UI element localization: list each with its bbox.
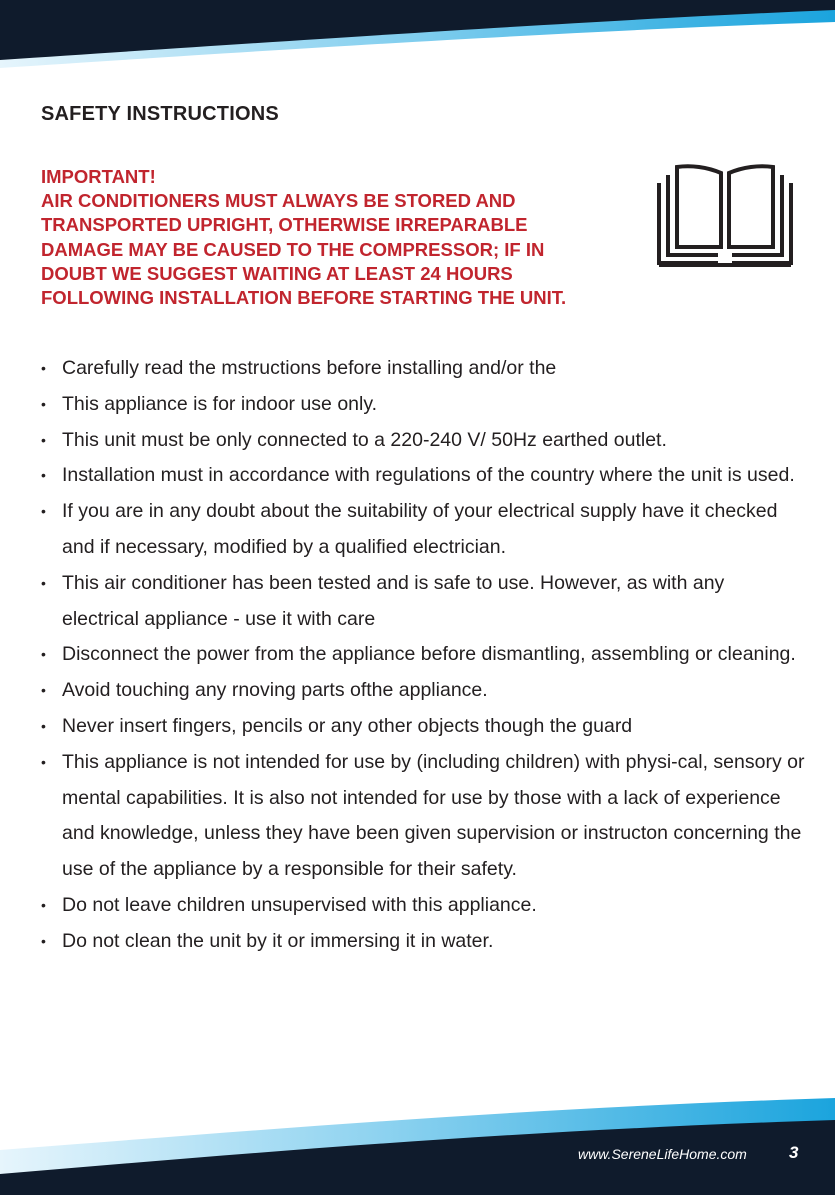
warning-line: AIR CONDITIONERS MUST ALWAYS BE STORED AND [41,190,516,212]
warning-line: TRANSPORTED UPRIGHT, OTHERWISE IRREPARABLE [41,214,528,236]
manual-book-icon [655,163,795,271]
footer-wave-band [0,1090,835,1195]
warning-line: IMPORTANT! [41,166,156,187]
safety-bullet-list [40,351,805,960]
warning-line: FOLLOWING INSTALLATION BEFORE STARTING THE UNIT. [41,287,567,309]
list-item: • Disconnect the power from the appliance before dismantling, assembling or cleaning. [40,637,805,673]
list-item: • This air conditioner has been tested and is safe to use. However, as with any electrical appliance - use it with care [40,566,805,638]
list-item: • This unit must be only connected to a 220-240 V/ 50Hz earthed outlet. [40,423,805,459]
section-title: SAFETY INSTRUCTIONS [41,103,279,125]
important-warning [41,165,661,310]
list-item: • Never insert fingers, pencils or any other objects though the guard [40,709,805,745]
page-number: 3 [789,1143,799,1162]
header-wave-band [0,0,835,80]
list-item: • Do not clean the unit by it or immersing it in water. [40,924,805,960]
list-item: • Do not leave children unsupervised with this appliance. [40,888,805,924]
list-item: • Carefully read the mstructions before installing and/or the [40,351,805,387]
warning-line: DOUBT WE SUGGEST WAITING AT LEAST 24 HOURS [41,262,513,284]
list-item: • Avoid touching any rnoving parts ofthe appliance. [40,673,805,709]
list-item: • This appliance is for indoor use only. [40,387,805,423]
warning-line: DAMAGE MAY BE CAUSED TO THE COMPRESSOR; IF IN [41,238,545,260]
footer-website-link[interactable]: www.SereneLifeHome.com [578,1146,747,1162]
list-item: • If you are in any doubt about the suitability of your electrical supply have it checked and if necessary, modified by a qualified electrician. [40,494,805,566]
list-item: • Installation must in accordance with regulations of the country where the unit is used. [40,458,805,494]
list-item: • This appliance is not intended for use by (including children) with physi-cal, sensory or mental capabilities. It is also not intended for use by those with a lack of experience and knowledge, unless they have been given supervision or instructon concerning the use of the appliance by a responsible for their safety. [40,745,805,888]
